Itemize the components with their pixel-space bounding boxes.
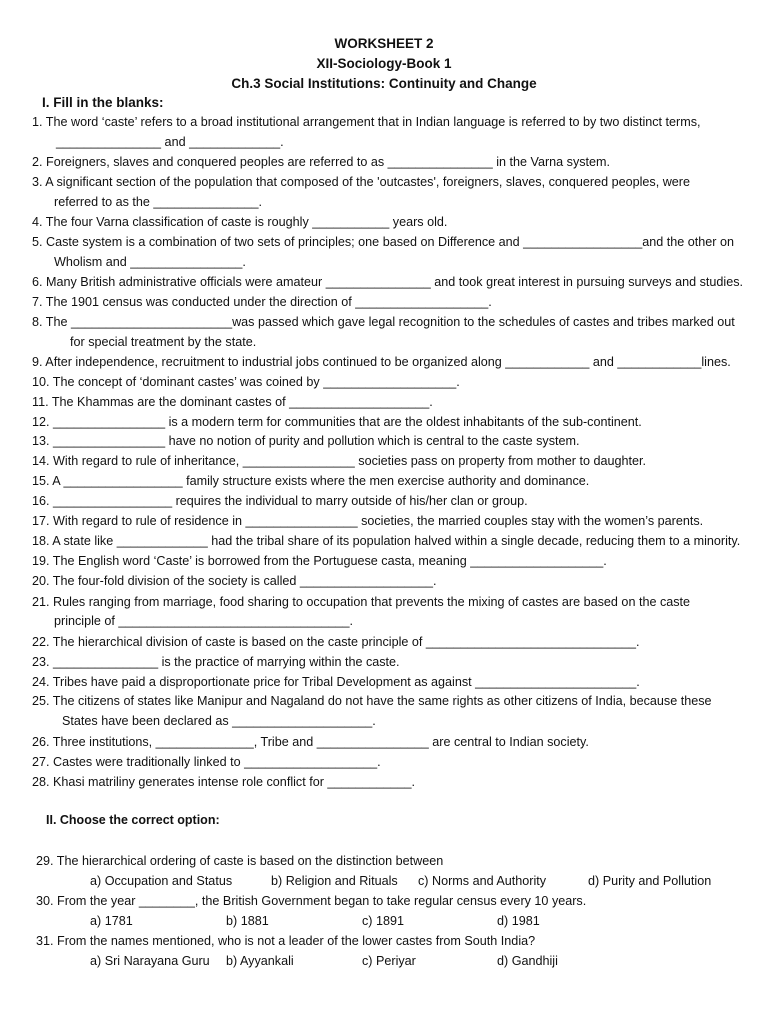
question-13: 13. ________________ have no notion of purity and pollution which is central to the caste system. (32, 434, 580, 448)
option-29-a: a) Occupation and Status (90, 874, 233, 888)
question-31: 31. From the names mentioned, who is not a leader of the lower castes from South India? (36, 934, 536, 948)
option-30-c: c) 1891 (362, 914, 405, 928)
question-21: 21. Rules ranging from marriage, food sharing to occupation that prevents the mixing of castes are based on the caste (32, 595, 691, 609)
chapter-title: Ch.3 Social Institutions: Continuity and Change (231, 76, 537, 91)
question-30: 30. From the year ________, the British Government began to take regular census every 10 years. (36, 894, 587, 908)
question-22: 22. The hierarchical division of caste is based on the caste principle of ______________________________. (32, 635, 640, 649)
question-7: 7. The 1901 census was conducted under the direction of ___________________. (32, 295, 492, 309)
question-1-cont: _______________ and _____________. (56, 135, 284, 149)
question-18: 18. A state like _____________ had the tribal share of its population halved within a single decade, reducing them to a minority. (32, 534, 741, 548)
question-10: 10. The concept of ‘dominant castes’ was coined by ___________________. (32, 375, 460, 389)
question-9: 9. After independence, recruitment to industrial jobs continued to be organized along ____________ and ____________lines. (32, 355, 731, 369)
option-29-d: d) Purity and Pollution (588, 874, 712, 888)
option-29-c: c) Norms and Authority (418, 874, 547, 888)
section-1-heading: I. Fill in the blanks: (42, 95, 164, 110)
question-16: 16. _________________ requires the individual to marry outside of his/her clan or group. (32, 494, 528, 508)
question-6: 6. Many British administrative officials were amateur _______________ and took great interest in pursuing surveys and studies. (32, 275, 744, 289)
question-12: 12. ________________ is a modern term for communities that are the oldest inhabitants of the sub-continent. (32, 415, 642, 429)
question-24: 24. Tribes have paid a disproportionate price for Tribal Development as against _______________________. (32, 675, 640, 689)
question-15: 15. A _________________ family structure exists where the men exercise authority and dominance. (32, 474, 590, 488)
question-21-cont: principle of _________________________________. (54, 614, 354, 628)
question-28: 28. Khasi matriliny generates intense role conflict for ____________. (32, 775, 415, 789)
question-26: 26. Three institutions, ______________, Tribe and ________________ are central to Indian society. (32, 735, 589, 749)
option-29-b: b) Religion and Rituals (271, 874, 398, 888)
option-30-b: b) 1881 (226, 914, 269, 928)
question-8: 8. The _______________________was passed which gave legal recognition to the schedules of castes and tribes marked out (32, 315, 735, 329)
option-31-b: b) Ayyankali (226, 954, 294, 968)
question-5: 5. Caste system is a combination of two sets of principles; one based on Difference and _________________and the other on (32, 235, 734, 249)
subject-title: XII-Sociology-Book 1 (316, 56, 452, 71)
question-5-cont: Wholism and ________________. (54, 255, 246, 269)
section-2-heading: II. Choose the correct option: (46, 813, 220, 827)
option-31-a: a) Sri Narayana Guru (90, 954, 210, 968)
question-19: 19. The English word ‘Caste’ is borrowed from the Portuguese casta, meaning ___________________. (32, 554, 607, 568)
question-2: 2. Foreigners, slaves and conquered peoples are referred to as _______________ in the Varna system. (32, 155, 611, 169)
option-30-d: d) 1981 (497, 914, 540, 928)
question-3-cont: referred to as the _______________. (54, 195, 262, 209)
question-8-cont: for special treatment by the state. (70, 335, 257, 349)
option-31-c: c) Periyar (362, 954, 416, 968)
option-31-d: d) Gandhiji (497, 954, 558, 968)
question-29: 29. The hierarchical ordering of caste is based on the distinction between (36, 854, 444, 868)
question-25: 25. The citizens of states like Manipur and Nagaland do not have the same rights as other citizens of India, because these (32, 694, 712, 708)
question-4: 4. The four Varna classification of caste is roughly ___________ years old. (32, 215, 448, 229)
question-11: 11. The Khammas are the dominant castes of ____________________. (32, 395, 433, 409)
question-20: 20. The four-fold division of the society is called ___________________. (32, 574, 437, 588)
question-14: 14. With regard to rule of inheritance, ________________ societies pass on property from mother to daughter. (32, 454, 646, 468)
option-30-a: a) 1781 (90, 914, 133, 928)
question-23: 23. _______________ is the practice of marrying within the caste. (32, 655, 400, 669)
question-3: 3. A significant section of the population that composed of the 'outcastes', foreigners, slaves, conquered peoples, were (32, 175, 690, 189)
question-17: 17. With regard to rule of residence in ________________ societies, the married couples stay with the women’s parents. (32, 514, 704, 528)
worksheet-title: WORKSHEET 2 (334, 36, 434, 51)
question-1: 1. The word ‘caste’ refers to a broad institutional arrangement that in Indian language is referred to by two distinct terms, (32, 115, 701, 129)
question-25-cont: States have been declared as ____________________. (62, 714, 376, 728)
question-27: 27. Castes were traditionally linked to ___________________. (32, 755, 381, 769)
